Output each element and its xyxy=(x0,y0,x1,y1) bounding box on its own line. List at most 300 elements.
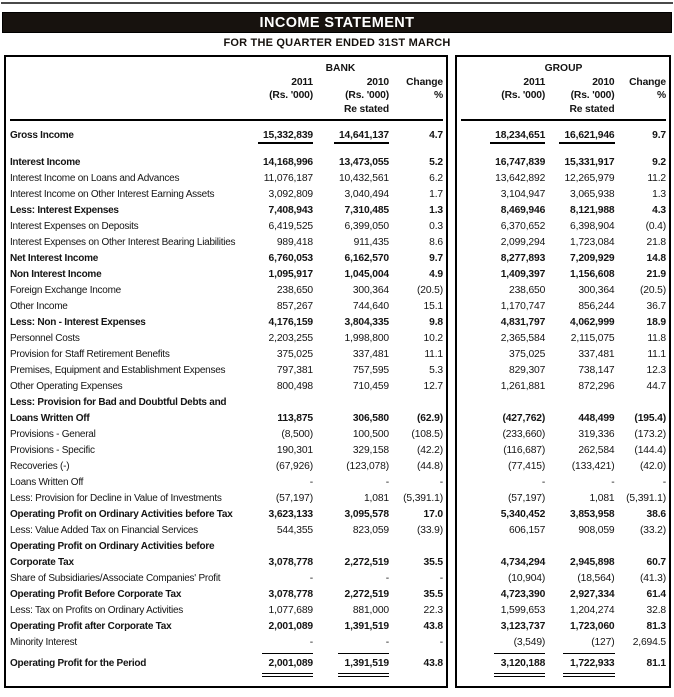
group-table-header xyxy=(461,62,666,121)
top-rule xyxy=(1,2,673,4)
cell-value: 3,095,578 xyxy=(344,509,389,520)
row-label: Foreign Exchange Income xyxy=(10,285,121,296)
cell-value: 18.9 xyxy=(646,317,666,328)
bank-cell xyxy=(313,267,389,283)
cell-value: 856,244 xyxy=(578,301,615,312)
cell-value: (42.2) xyxy=(417,445,443,456)
group-cell xyxy=(461,507,545,523)
bank-rows xyxy=(10,121,443,680)
row-label: Non Interest Income xyxy=(10,269,102,280)
cell-value: 3,092,809 xyxy=(268,189,313,200)
bank-cell xyxy=(313,315,389,331)
cell-value: 908,059 xyxy=(578,525,615,536)
cell-value: 3,104,947 xyxy=(500,189,546,200)
bank-row-22 xyxy=(10,491,443,507)
cell-value: 9.8 xyxy=(429,317,443,328)
cell-value: 1,998,800 xyxy=(344,333,389,344)
bank-cell xyxy=(238,267,313,283)
bank-row-2 xyxy=(10,171,443,187)
cell-value: 337,481 xyxy=(352,349,389,360)
bank-row-25 xyxy=(10,539,443,555)
group-cell xyxy=(545,459,614,475)
group-cell xyxy=(461,219,545,235)
cell-value: (57,197) xyxy=(508,493,546,504)
cell-value: 3,078,778 xyxy=(268,589,313,600)
cell-value: 9.7 xyxy=(429,253,443,264)
bank-cell xyxy=(389,555,443,571)
group-cell xyxy=(545,128,614,144)
group-cell xyxy=(615,219,667,235)
group-row-23 xyxy=(461,507,666,523)
group-cell xyxy=(545,363,614,379)
group-cell xyxy=(545,347,614,363)
group-cell xyxy=(545,203,614,219)
cell-value: (41.3) xyxy=(640,573,666,584)
row-label: Provisions - General xyxy=(10,429,96,440)
group-cell xyxy=(545,171,614,187)
group-column-group-title: GROUP xyxy=(544,63,583,74)
cell-value: 2,115,075 xyxy=(570,333,615,344)
group-row-20 xyxy=(461,459,666,475)
group-cell xyxy=(615,379,667,395)
group-cell xyxy=(545,651,614,677)
group-row-24 xyxy=(461,523,666,539)
cell-value: 16,747,839 xyxy=(495,157,546,168)
cell-value: 800,498 xyxy=(276,381,313,392)
group-cell xyxy=(461,171,545,187)
bank-col-change-header: Change xyxy=(406,76,443,88)
row-label: Less: Value Added Tax on Financial Services xyxy=(10,525,198,536)
cell-value: 14,168,996 xyxy=(262,157,313,168)
bank-cell xyxy=(238,619,313,635)
row-label: Operating Profit after Corporate Tax xyxy=(10,621,172,632)
bank-cell xyxy=(238,347,313,363)
cell-value: - xyxy=(611,477,615,488)
bank-cell xyxy=(238,203,313,219)
row-label: Less: Interest Expenses xyxy=(10,205,119,216)
cell-value: 4.7 xyxy=(429,130,443,141)
cell-value: 36.7 xyxy=(646,301,666,312)
group-cell xyxy=(545,187,614,203)
group-units-header-row xyxy=(461,89,666,103)
cell-value: 544,355 xyxy=(276,525,313,536)
bank-row-10 xyxy=(10,299,443,315)
group-cell xyxy=(545,299,614,315)
cell-value: 4,831,797 xyxy=(500,317,546,328)
cell-value: 4,723,390 xyxy=(500,589,546,600)
row-label: Gross Income xyxy=(10,130,74,141)
bank-cell xyxy=(389,427,443,443)
bank-row-24 xyxy=(10,523,443,539)
row-label: Share of Subsidiaries/Associate Companies' Profit xyxy=(10,573,221,584)
cell-value: 1.3 xyxy=(652,189,666,200)
group-cell xyxy=(461,203,545,219)
cell-value: (3,549) xyxy=(513,637,546,648)
group-row-7 xyxy=(461,251,666,267)
group-cell xyxy=(615,315,667,331)
group-cell xyxy=(615,587,667,603)
group-cell xyxy=(615,427,667,443)
cell-value: - xyxy=(309,573,313,584)
bank-cell xyxy=(313,363,389,379)
cell-value: 3,853,958 xyxy=(570,509,615,520)
bank-row-14 xyxy=(10,363,443,379)
bank-cell xyxy=(238,187,313,203)
cell-value: 43.8 xyxy=(423,621,443,632)
row-label: Interest Income xyxy=(10,157,81,168)
bank-cell xyxy=(313,555,389,571)
group-cell xyxy=(545,587,614,603)
cell-value: 262,584 xyxy=(578,445,615,456)
cell-value: 329,158 xyxy=(352,445,389,456)
page-title: INCOME STATEMENT xyxy=(259,14,415,31)
row-label: Personnel Costs xyxy=(10,333,80,344)
cell-value: 3,123,737 xyxy=(500,621,546,632)
group-cell xyxy=(461,315,545,331)
bank-cell xyxy=(313,411,389,427)
bank-cell xyxy=(313,475,389,491)
bank-cell xyxy=(313,571,389,587)
bank-cell xyxy=(313,203,389,219)
cell-value: 7,408,943 xyxy=(268,205,313,216)
cell-value: 14,641,137 xyxy=(334,130,389,144)
cell-value: - xyxy=(439,637,443,648)
bank-cell xyxy=(389,315,443,331)
group-col-2011-header: 2011 xyxy=(523,76,546,88)
group-row-6 xyxy=(461,235,666,251)
cell-value: 12.3 xyxy=(646,365,666,376)
group-row-8 xyxy=(461,267,666,283)
group-cell xyxy=(461,459,545,475)
cell-value: (123,078) xyxy=(346,461,389,472)
bank-cell xyxy=(238,331,313,347)
cell-value: 13,473,055 xyxy=(338,157,389,168)
cell-value: 2,927,334 xyxy=(570,589,615,600)
bank-row-20 xyxy=(10,459,443,475)
cell-value: (127) xyxy=(591,637,615,648)
bank-cell xyxy=(389,411,443,427)
group-cell xyxy=(461,635,545,651)
cell-value: 337,481 xyxy=(578,349,615,360)
group-cell xyxy=(545,283,614,299)
row-label: Other Income xyxy=(10,301,68,312)
bank-cell xyxy=(238,491,313,507)
bank-cell xyxy=(238,411,313,427)
cell-value: 8,469,946 xyxy=(500,205,546,216)
cell-value: (5,391.1) xyxy=(626,493,666,504)
group-cell xyxy=(615,619,667,635)
bank-row-28 xyxy=(10,587,443,603)
cell-value: 319,336 xyxy=(578,429,615,440)
cell-value: 3,120,188 xyxy=(494,653,545,677)
bank-cell xyxy=(313,443,389,459)
group-cell xyxy=(615,251,667,267)
cell-value: 738,147 xyxy=(578,365,615,376)
bank-statement-table xyxy=(4,55,448,688)
cell-value: 4,062,999 xyxy=(570,317,615,328)
cell-value: 11.1 xyxy=(647,349,666,360)
row-label: Operating Profit on Ordinary Activities before xyxy=(10,541,215,552)
group-cell xyxy=(615,187,667,203)
bank-cell xyxy=(313,651,389,677)
group-cell xyxy=(615,128,667,144)
bank-cell xyxy=(238,283,313,299)
bank-cell xyxy=(389,251,443,267)
cell-value: 757,595 xyxy=(352,365,389,376)
group-cell xyxy=(461,283,545,299)
cell-value: 12.7 xyxy=(423,381,443,392)
bank-cell xyxy=(389,171,443,187)
bank-row-13 xyxy=(10,347,443,363)
bank-cell xyxy=(389,635,443,651)
cell-value: 710,459 xyxy=(352,381,389,392)
cell-value: 0.3 xyxy=(429,221,443,232)
cell-value: (20.5) xyxy=(640,285,666,296)
cell-value: 1,081 xyxy=(363,493,389,504)
bank-cell xyxy=(313,523,389,539)
cell-value: (144.4) xyxy=(634,445,666,456)
group-row-12 xyxy=(461,331,666,347)
cell-value: 11.1 xyxy=(424,349,443,360)
bank-cell xyxy=(313,507,389,523)
bank-cell xyxy=(389,128,443,144)
group-col-2010-restated: Re stated xyxy=(569,103,615,115)
cell-value: 38.6 xyxy=(646,509,666,520)
bank-row-16 xyxy=(10,395,443,411)
bank-cell xyxy=(238,555,313,571)
bank-cell xyxy=(238,603,313,619)
cell-value: 1,077,689 xyxy=(268,605,313,616)
cell-value: 857,267 xyxy=(276,301,313,312)
cell-value: (133,421) xyxy=(571,461,615,472)
group-cell xyxy=(545,235,614,251)
cell-value: 6,419,525 xyxy=(268,221,313,232)
bank-cell xyxy=(313,187,389,203)
bank-cell xyxy=(389,235,443,251)
bank-group-title-row xyxy=(10,62,443,76)
cell-value: 22.3 xyxy=(423,605,443,616)
bank-cell xyxy=(389,459,443,475)
bank-cell xyxy=(313,347,389,363)
row-label: Corporate Tax xyxy=(10,557,74,568)
cell-value: (33.2) xyxy=(640,525,666,536)
cell-value: 12,265,979 xyxy=(564,173,615,184)
cell-value: 6,399,050 xyxy=(344,221,389,232)
group-row-0 xyxy=(461,128,666,144)
cell-value: 1,095,917 xyxy=(268,269,313,280)
group-cell xyxy=(461,411,545,427)
group-cell xyxy=(461,619,545,635)
cell-value: 797,381 xyxy=(276,365,313,376)
bank-cell xyxy=(238,459,313,475)
cell-value: - xyxy=(385,477,389,488)
cell-value: 6,162,570 xyxy=(344,253,389,264)
group-cell xyxy=(461,331,545,347)
cell-value: 5.2 xyxy=(429,157,443,168)
cell-value: 4,734,294 xyxy=(500,557,546,568)
bank-cell xyxy=(389,475,443,491)
group-cell xyxy=(461,475,545,491)
group-cell xyxy=(461,363,545,379)
row-label: Other Operating Expenses xyxy=(10,381,123,392)
cell-value: - xyxy=(439,573,443,584)
cell-value: 3,623,133 xyxy=(268,509,313,520)
cell-value: 16,621,946 xyxy=(559,130,614,144)
cell-value: 7,310,485 xyxy=(344,205,389,216)
bank-col-2011-header: 2011 xyxy=(291,76,313,88)
cell-value: 300,364 xyxy=(352,285,389,296)
bank-year-header-row xyxy=(10,76,443,90)
group-cell xyxy=(615,656,667,672)
cell-value: 2,001,089 xyxy=(268,621,313,632)
cell-value: (233,660) xyxy=(502,429,546,440)
cell-value: 1,599,653 xyxy=(500,605,546,616)
cell-value: 1.7 xyxy=(429,189,443,200)
cell-value: 2,694.5 xyxy=(632,637,666,648)
cell-value: 1,045,004 xyxy=(344,269,389,280)
cell-value: 113,875 xyxy=(277,413,313,424)
group-cell xyxy=(615,507,667,523)
bank-row-4 xyxy=(10,203,443,219)
bank-row-27 xyxy=(10,571,443,587)
cell-value: 11,076,187 xyxy=(263,173,313,184)
bank-cell xyxy=(238,219,313,235)
group-row-10 xyxy=(461,299,666,315)
bank-row-26 xyxy=(10,555,443,571)
bank-cell xyxy=(313,283,389,299)
cell-value: (57,197) xyxy=(275,493,313,504)
row-label: Interest Income on Loans and Advances xyxy=(10,173,180,184)
cell-value: (42.0) xyxy=(640,461,666,472)
group-cell xyxy=(461,155,545,171)
group-cell xyxy=(545,635,614,651)
bank-cell xyxy=(389,523,443,539)
group-cell xyxy=(615,411,667,427)
row-label: Interest Expenses on Other Interest Bearing Liabilities xyxy=(10,237,236,248)
cell-value: 15,331,917 xyxy=(564,157,615,168)
group-cell xyxy=(545,507,614,523)
cell-value: 3,040,494 xyxy=(344,189,389,200)
group-col-change-header: Change xyxy=(629,76,666,88)
cell-value: 1,391,519 xyxy=(344,621,389,632)
group-cell xyxy=(615,203,667,219)
group-restated-header-row xyxy=(461,103,666,117)
cell-value: 6,760,053 xyxy=(268,253,313,264)
bank-cell xyxy=(389,283,443,299)
cell-value: (77,415) xyxy=(508,461,546,472)
cell-value: 190,301 xyxy=(276,445,313,456)
group-cell xyxy=(461,603,545,619)
cell-value: - xyxy=(309,477,313,488)
group-cell xyxy=(545,219,614,235)
cell-value: 606,157 xyxy=(509,525,546,536)
group-cell xyxy=(615,235,667,251)
row-label: Minority Interest xyxy=(10,637,77,648)
cell-value: 11.8 xyxy=(647,333,666,344)
group-row-2 xyxy=(461,171,666,187)
bank-cell xyxy=(389,587,443,603)
group-cell xyxy=(615,347,667,363)
group-cell xyxy=(461,379,545,395)
cell-value: 2,272,519 xyxy=(344,557,389,568)
bank-row-19 xyxy=(10,443,443,459)
row-label: Operating Profit Before Corporate Tax xyxy=(10,589,182,600)
group-row-9 xyxy=(461,283,666,299)
cell-value: 375,025 xyxy=(276,349,313,360)
group-cell xyxy=(461,251,545,267)
bank-row-17 xyxy=(10,411,443,427)
group-cell xyxy=(461,299,545,315)
subtitle: FOR THE QUARTER ENDED 31ST MARCH xyxy=(223,37,451,49)
bank-cell xyxy=(389,219,443,235)
cell-value: 43.8 xyxy=(423,658,443,669)
cell-value: 2,203,255 xyxy=(268,333,313,344)
group-cell xyxy=(615,523,667,539)
bank-cell xyxy=(313,235,389,251)
bank-cell xyxy=(238,235,313,251)
group-statement-table xyxy=(455,55,671,688)
group-cell xyxy=(615,299,667,315)
row-label: Net Interest Income xyxy=(10,253,99,264)
bank-col-2011-units: (Rs. '000) xyxy=(269,90,313,101)
group-group-title-row xyxy=(461,62,666,76)
bank-cell xyxy=(238,155,313,171)
bank-row-0 xyxy=(10,128,443,144)
bank-row-29 xyxy=(10,603,443,619)
cell-value: - xyxy=(662,477,666,488)
row-label: Less: Provision for Decline in Value of Investments xyxy=(10,493,222,504)
group-cell xyxy=(461,427,545,443)
group-cell xyxy=(461,491,545,507)
group-row-32 xyxy=(461,651,666,680)
cell-value: 35.5 xyxy=(423,589,443,600)
bank-cell xyxy=(313,128,389,144)
cell-value: 989,418 xyxy=(276,237,313,248)
cell-value: 15,332,839 xyxy=(258,130,313,144)
group-cell xyxy=(545,491,614,507)
group-cell xyxy=(615,331,667,347)
cell-value: 5,340,452 xyxy=(500,509,546,520)
bank-cell xyxy=(389,619,443,635)
cell-value: (5,391.1) xyxy=(403,493,443,504)
cell-value: 4.3 xyxy=(652,205,666,216)
row-label: Loans Written Off xyxy=(10,477,84,488)
cell-value: 10.2 xyxy=(423,333,443,344)
cell-value: 375,025 xyxy=(509,349,546,360)
cell-value: 21.8 xyxy=(646,237,666,248)
cell-value: 3,065,938 xyxy=(570,189,615,200)
bank-cell xyxy=(238,443,313,459)
group-col-2011-units: (Rs. '000) xyxy=(501,90,546,101)
bank-col-2010-header: 2010 xyxy=(366,76,389,88)
tables-container xyxy=(4,55,671,688)
row-label: Operating Profit on Ordinary Activities before Tax xyxy=(10,509,233,520)
bank-row-12 xyxy=(10,331,443,347)
cell-value: 881,000 xyxy=(352,605,389,616)
cell-value: 1,081 xyxy=(589,493,615,504)
group-row-21 xyxy=(461,475,666,491)
cell-value: (20.5) xyxy=(417,285,443,296)
bank-cell xyxy=(313,171,389,187)
group-cell xyxy=(545,603,614,619)
cell-value: 3,078,778 xyxy=(268,557,313,568)
row-label: Less: Non - Interest Expenses xyxy=(10,317,146,328)
bank-cell xyxy=(313,331,389,347)
bank-cell xyxy=(389,203,443,219)
cell-value: 1,409,397 xyxy=(500,269,546,280)
cell-value: 5.3 xyxy=(429,365,443,376)
bank-units-header-row xyxy=(10,89,443,103)
